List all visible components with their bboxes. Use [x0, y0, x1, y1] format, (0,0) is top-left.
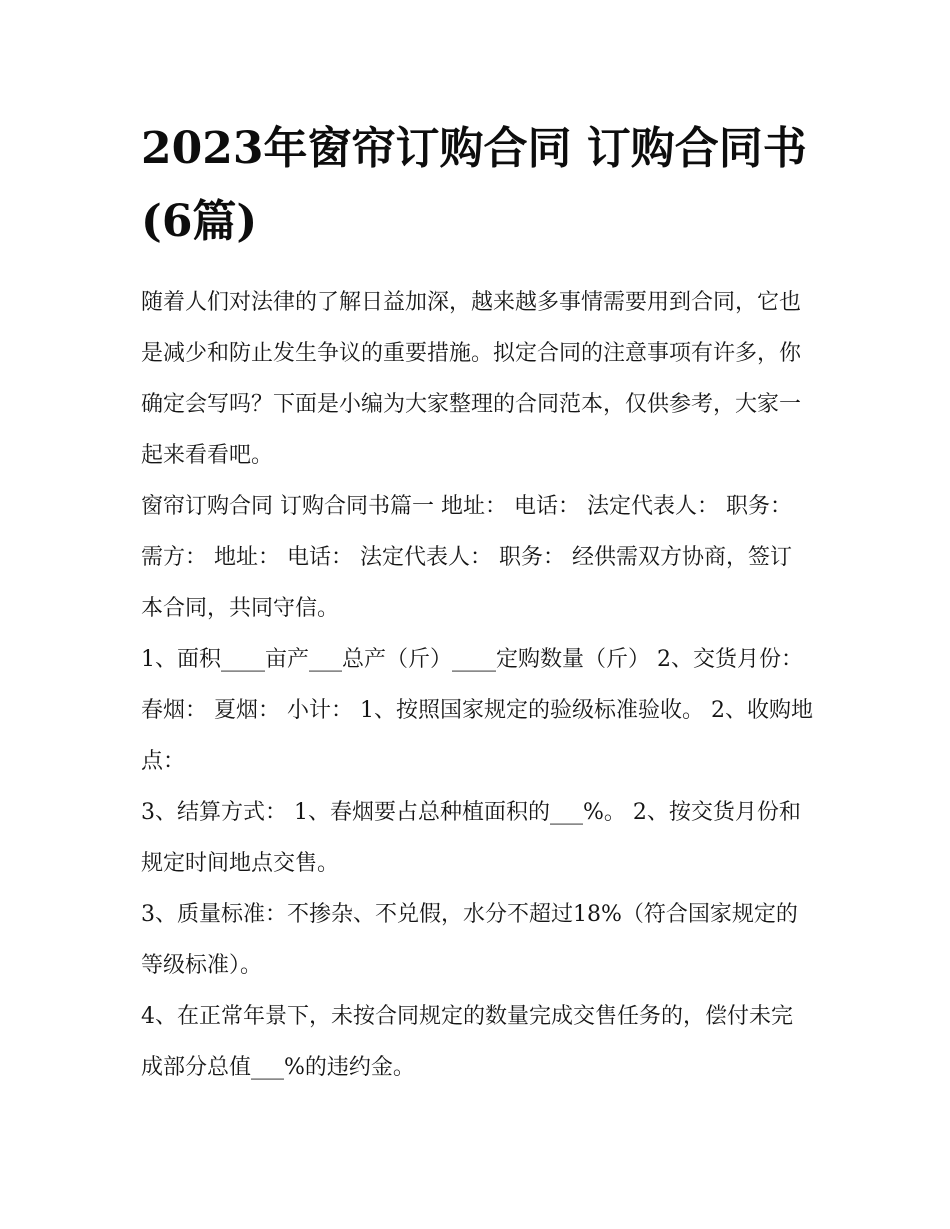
document-title: 2023年窗帘订购合同 订购合同书(6篇)	[141, 123, 807, 247]
intro-paragraph: 随着人们对法律的了解日益加深，越来越多事情需要用到合同，它也是减少和防止发生争议的重要措施。拟定合同的注意事项有许多，你确定会写吗？下面是小编为大家整理的合同范本，仅供参考，大家一起来看看吧。	[141, 290, 802, 468]
document-page	[141, 112, 813, 1093]
contract-parties-paragraph: 窗帘订购合同 订购合同书篇一 地址： 电话： 法定代表人： 职务： 需方： 地址： 电话： 法定代表人： 职务： 经供需双方协商，签订本合同，共同守信。	[141, 494, 792, 621]
clause-area-delivery: 1、面积____亩产___总产（斤）____定购数量（斤） 2、交货月份： 春烟： 夏烟： 小计： 1、按照国家规定的验级标准验收。 2、收购地点：	[141, 647, 813, 774]
clause-penalty: 4、在正常年景下，未按合同规定的数量完成交售任务的，偿付未完成部分总值___%的违约金。	[141, 1004, 793, 1080]
clause-quality-standard: 3、质量标准：不掺杂、不兑假，水分不超过18%（符合国家规定的等级标准）。	[141, 902, 798, 978]
clause-settlement: 3、结算方式： 1、春烟要占总种植面积的___%。 2、按交货月份和规定时间地点交售。	[141, 800, 801, 876]
